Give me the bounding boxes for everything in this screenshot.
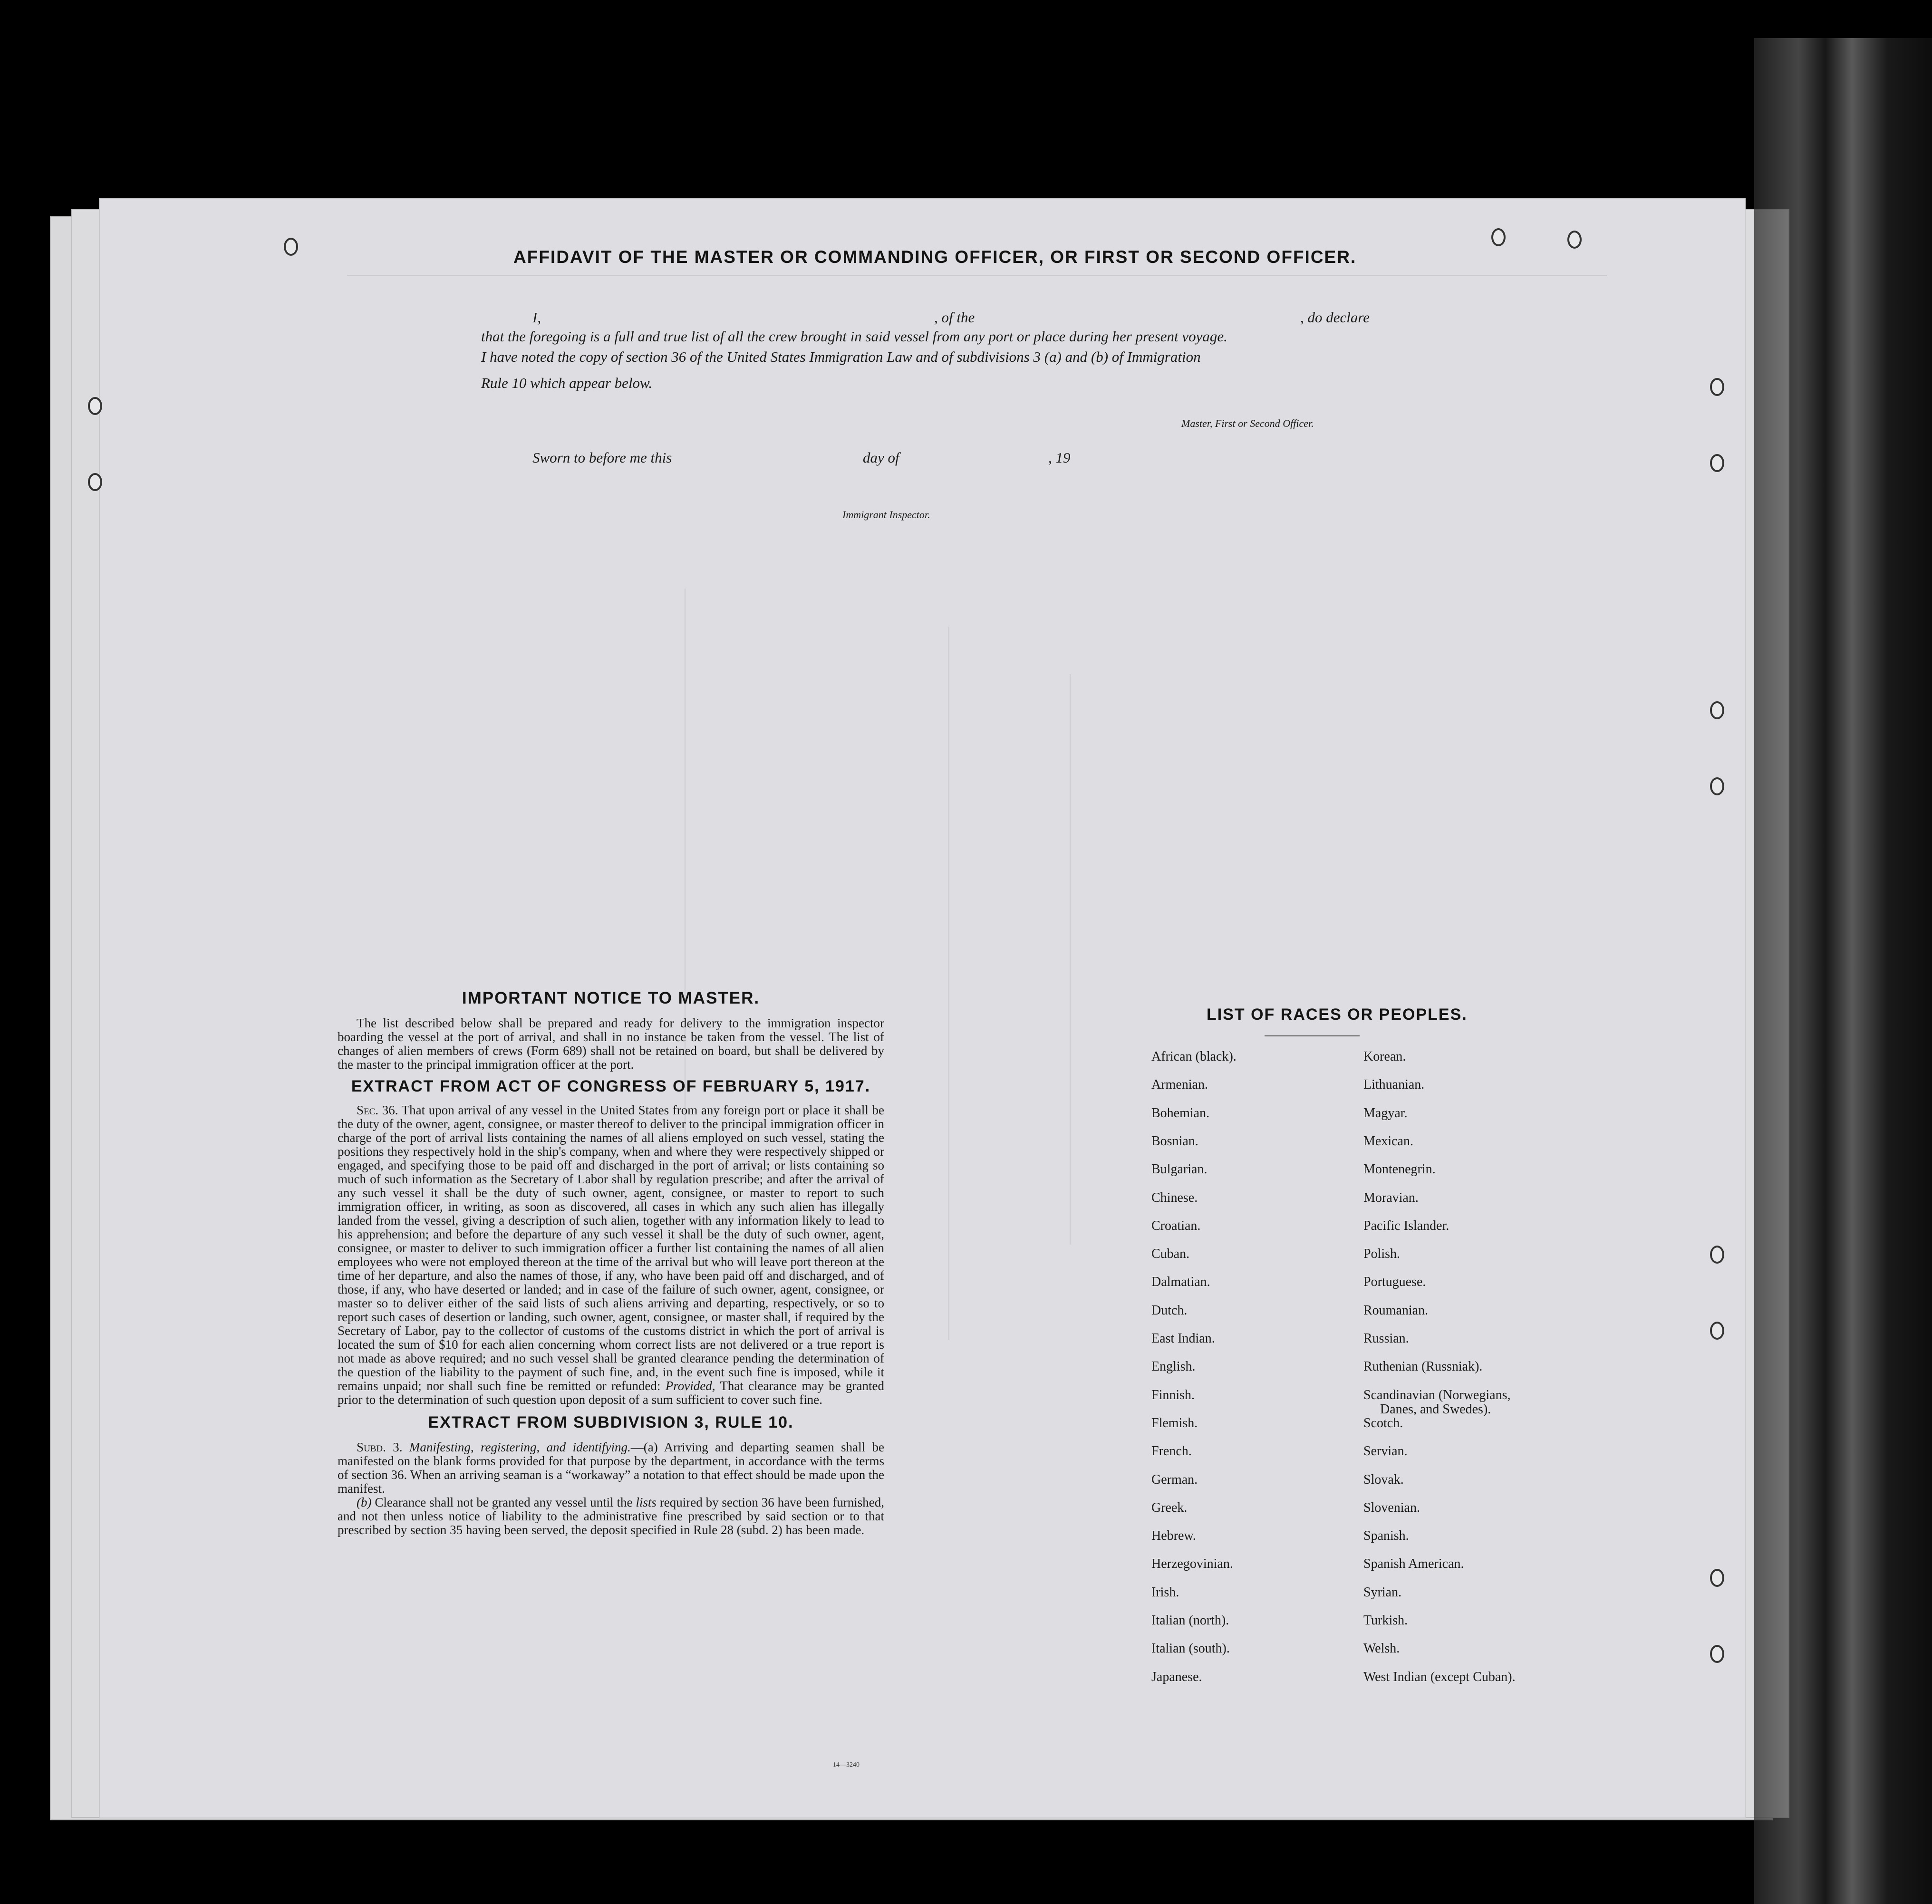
binder-hole-icon [1710,378,1724,396]
binder-hole-icon [1710,1246,1724,1264]
race-item: French. [1151,1444,1192,1459]
race-item: Scandinavian (Norwegians, Danes, and Swedes). [1363,1387,1511,1417]
race-item: Roumanian. [1363,1303,1429,1318]
binder-hole-icon [284,238,298,256]
race-item: Bosnian. [1151,1133,1198,1149]
affidavit-do-declare: , do declare [1300,309,1370,326]
master-signature-caption: Master, First or Second Officer. [1181,417,1314,429]
race-item: Portuguese. [1363,1275,1426,1290]
notice-body: The list described below shall be prepared and ready for delivery to the immigration inspector boarding the vessel at the port of arrival, and shall in no instance be taken from the vessel. The list of changes of alien members of crews (Form 689) shall not be retained on board, but shall be delivered by the master to the principal immigration officer at the port. [338,1016,884,1072]
binder-hole-icon [1710,1322,1724,1340]
affidavit-line-2: that the foregoing is a full and true list of all the crew brought in said vessel from any port or place during her present voyage. [481,328,1227,345]
notice-heading: IMPORTANT NOTICE TO MASTER. [462,989,760,1007]
race-item: Russian. [1363,1331,1409,1346]
inspector-caption: Immigrant Inspector. [842,509,930,521]
race-item: Spanish. [1363,1528,1409,1544]
race-item: Armenian. [1151,1077,1208,1092]
binder-hole-icon [1710,701,1724,719]
race-item: Servian. [1363,1444,1408,1459]
provided-word: Provided, [665,1379,715,1393]
race-item: Pacific Islander. [1363,1218,1449,1233]
race-item: Magyar. [1363,1105,1408,1121]
rule-para-a-text: —(a) Arriving and departing seamen shall be manifested on the blank forms provided for that purpose by the department, in accordance with the terms of section 36. When an arriving seaman is a “workaway” a notation to that effect should be made upon the manifest. [338,1440,884,1496]
race-item: Flemish. [1151,1415,1198,1430]
subdivision-label: Subd. 3. [357,1440,403,1454]
race-item: Cuban. [1151,1247,1190,1262]
sworn-label: Sworn to before me this [532,449,672,466]
race-item: Herzegovinian. [1151,1556,1233,1572]
binder-hole-icon [1710,1645,1724,1663]
race-item: Moravian. [1363,1190,1419,1205]
race-item: Mexican. [1363,1133,1413,1149]
race-item: Italian (south). [1151,1641,1230,1656]
affidavit-line-3: I have noted the copy of section 36 of the United States Immigration Law and of subdivisions 3 (a) and (b) of Immigration [481,348,1201,365]
subdivision-title: Manifesting, registering, and identifying. [409,1440,631,1454]
rule-extract-para-a [338,1440,884,1496]
race-item: German. [1151,1472,1198,1487]
race-item: Chinese. [1151,1190,1198,1205]
race-item: Turkish. [1363,1613,1408,1628]
binder-hole-icon [88,397,102,415]
binder-hole-icon [1710,777,1724,795]
race-item: Finnish. [1151,1387,1195,1402]
affidavit-i: I, [532,309,541,326]
race-item: East Indian. [1151,1331,1215,1346]
race-item: Slovak. [1363,1472,1404,1487]
bleed-through-rule [948,627,949,1340]
binder-hole-icon [88,473,102,491]
binder-hole-icon [1710,1569,1724,1587]
race-item: Korean. [1363,1049,1406,1064]
races-heading: LIST OF RACES OR PEOPLES. [1207,1005,1468,1024]
race-item: Greek. [1151,1500,1188,1515]
race-item: Italian (north). [1151,1613,1229,1628]
bleed-through-rule [347,275,1607,276]
race-item: Montenegrin. [1363,1162,1436,1177]
race-item: English. [1151,1359,1196,1374]
race-item: Dalmatian. [1151,1275,1210,1290]
affidavit-heading: AFFIDAVIT OF THE MASTER OR COMMANDING OFFICER, OR FIRST OR SECOND OFFICER. [513,247,1357,267]
binder-hole-icon [1710,454,1724,472]
affidavit-of-the: , of the [934,309,975,326]
rule-para-b-text-1: Clearance shall not be granted any vessel until the [375,1495,633,1509]
race-item: Polish. [1363,1247,1401,1262]
race-item: Scotch. [1363,1415,1403,1430]
affidavit-line-4: Rule 10 which appear below. [481,375,653,391]
act-extract-heading: EXTRACT FROM ACT OF CONGRESS OF FEBRUARY 5, 1917. [351,1077,871,1095]
form-number: 14—3240 [833,1761,860,1769]
race-item: Lithuanian. [1363,1077,1425,1092]
race-item: Japanese. [1151,1669,1202,1684]
race-item: Bohemian. [1151,1105,1210,1121]
bleed-through-rule [1070,674,1071,1245]
race-item: Hebrew. [1151,1528,1196,1544]
race-item: Bulgarian. [1151,1162,1208,1177]
race-item: African (black). [1151,1049,1236,1064]
rule-extract-heading: EXTRACT FROM SUBDIVISION 3, RULE 10. [428,1413,794,1431]
race-item: Croatian. [1151,1218,1201,1233]
act-extract-end: That clearance may be granted prior to the determination of such question upon deposit of a sum sufficient to cover such fine. [338,1379,884,1407]
rule-extract-para-b [338,1496,884,1537]
act-extract-text: That upon arrival of any vessel in the United States from any foreign port or place it shall be the duty of the owner, agent, consignee, or master thereof to deliver to the principal immigration officer in charge of the port of arrival lists containing the names of all aliens employed on such vessel, stating the positions they respectively hold in the ship's company, when and where they were respectively shipped or engaged, and specifying those to be paid off and discharged in the port of arrival; or lists containing so much of such information as the Secretary of Labor shall by regulation prescribe; and after the arrival of any such vessel it shall be the duty of such owner, agent, consignee, or master to report to such immigration officer, in writing, as soon as discovered, all cases in which any such alien has illegally landed from the vessel, giving a description of such alien, together with any information likely to lead to his apprehension; and before the departure of any such vessel it shall be the duty of such owner, agent, consignee, or master to deliver to such immigration officer a further list containing the names of all alien employees who were not employed thereon at the time of the arrival but who will leave port thereon at the time of her departure, and also the names of those, if any, who have been paid off and discharged, and of those, if any, who have deserted or landed; and in case of the failure of such owner, agent, consignee, or master so to deliver either of the said lists of such aliens arriving and departing, respectively, or so to report such cases of desertion or landing, such owner, agent, consignee, or master shall, if required by the Secretary of Labor, pay to the collector of customs of the customs district in which the port of arrival is located the sum of $10 for each alien concerning whom correct lists are not delivered or a true report is not made as above required; and no such vessel shall be granted clearance pending the determination of the question of the liability to the payment of such fine, and, in the event such fine is imposed, while it remains unpaid; nor shall such fine be remitted or refunded: [338,1103,884,1393]
rule-para-b-text-2: required by section 36 have been furnished, and not then unless notice of liability to the administrative fine prescribed by said section or to that prescribed by section 35 having been served, the deposit specified in Rule 28 (subd. 2) has been made. [338,1495,884,1537]
race-item: Welsh. [1363,1641,1400,1656]
lists-word: lists [636,1495,657,1509]
binder-hole-icon [1567,231,1582,249]
race-item: Spanish American. [1363,1556,1464,1572]
race-item: Irish. [1151,1585,1179,1600]
race-item: Dutch. [1151,1303,1188,1318]
race-item: West Indian (except Cuban). [1363,1669,1516,1684]
races-heading-rule [1265,1035,1360,1036]
para-b-label: (b) [357,1495,372,1509]
act-extract-body [338,1103,884,1407]
binding-edge [1754,38,1932,1904]
notice-column [338,989,884,1537]
race-item: Syrian. [1363,1585,1402,1600]
binder-hole-icon [1491,228,1506,246]
section-label: Sec. 36. [357,1103,398,1117]
year-label: , 19 [1048,449,1071,466]
race-item: Slovenian. [1363,1500,1420,1515]
day-of-label: day of [863,449,899,466]
race-item: Ruthenian (Russniak). [1363,1359,1483,1374]
